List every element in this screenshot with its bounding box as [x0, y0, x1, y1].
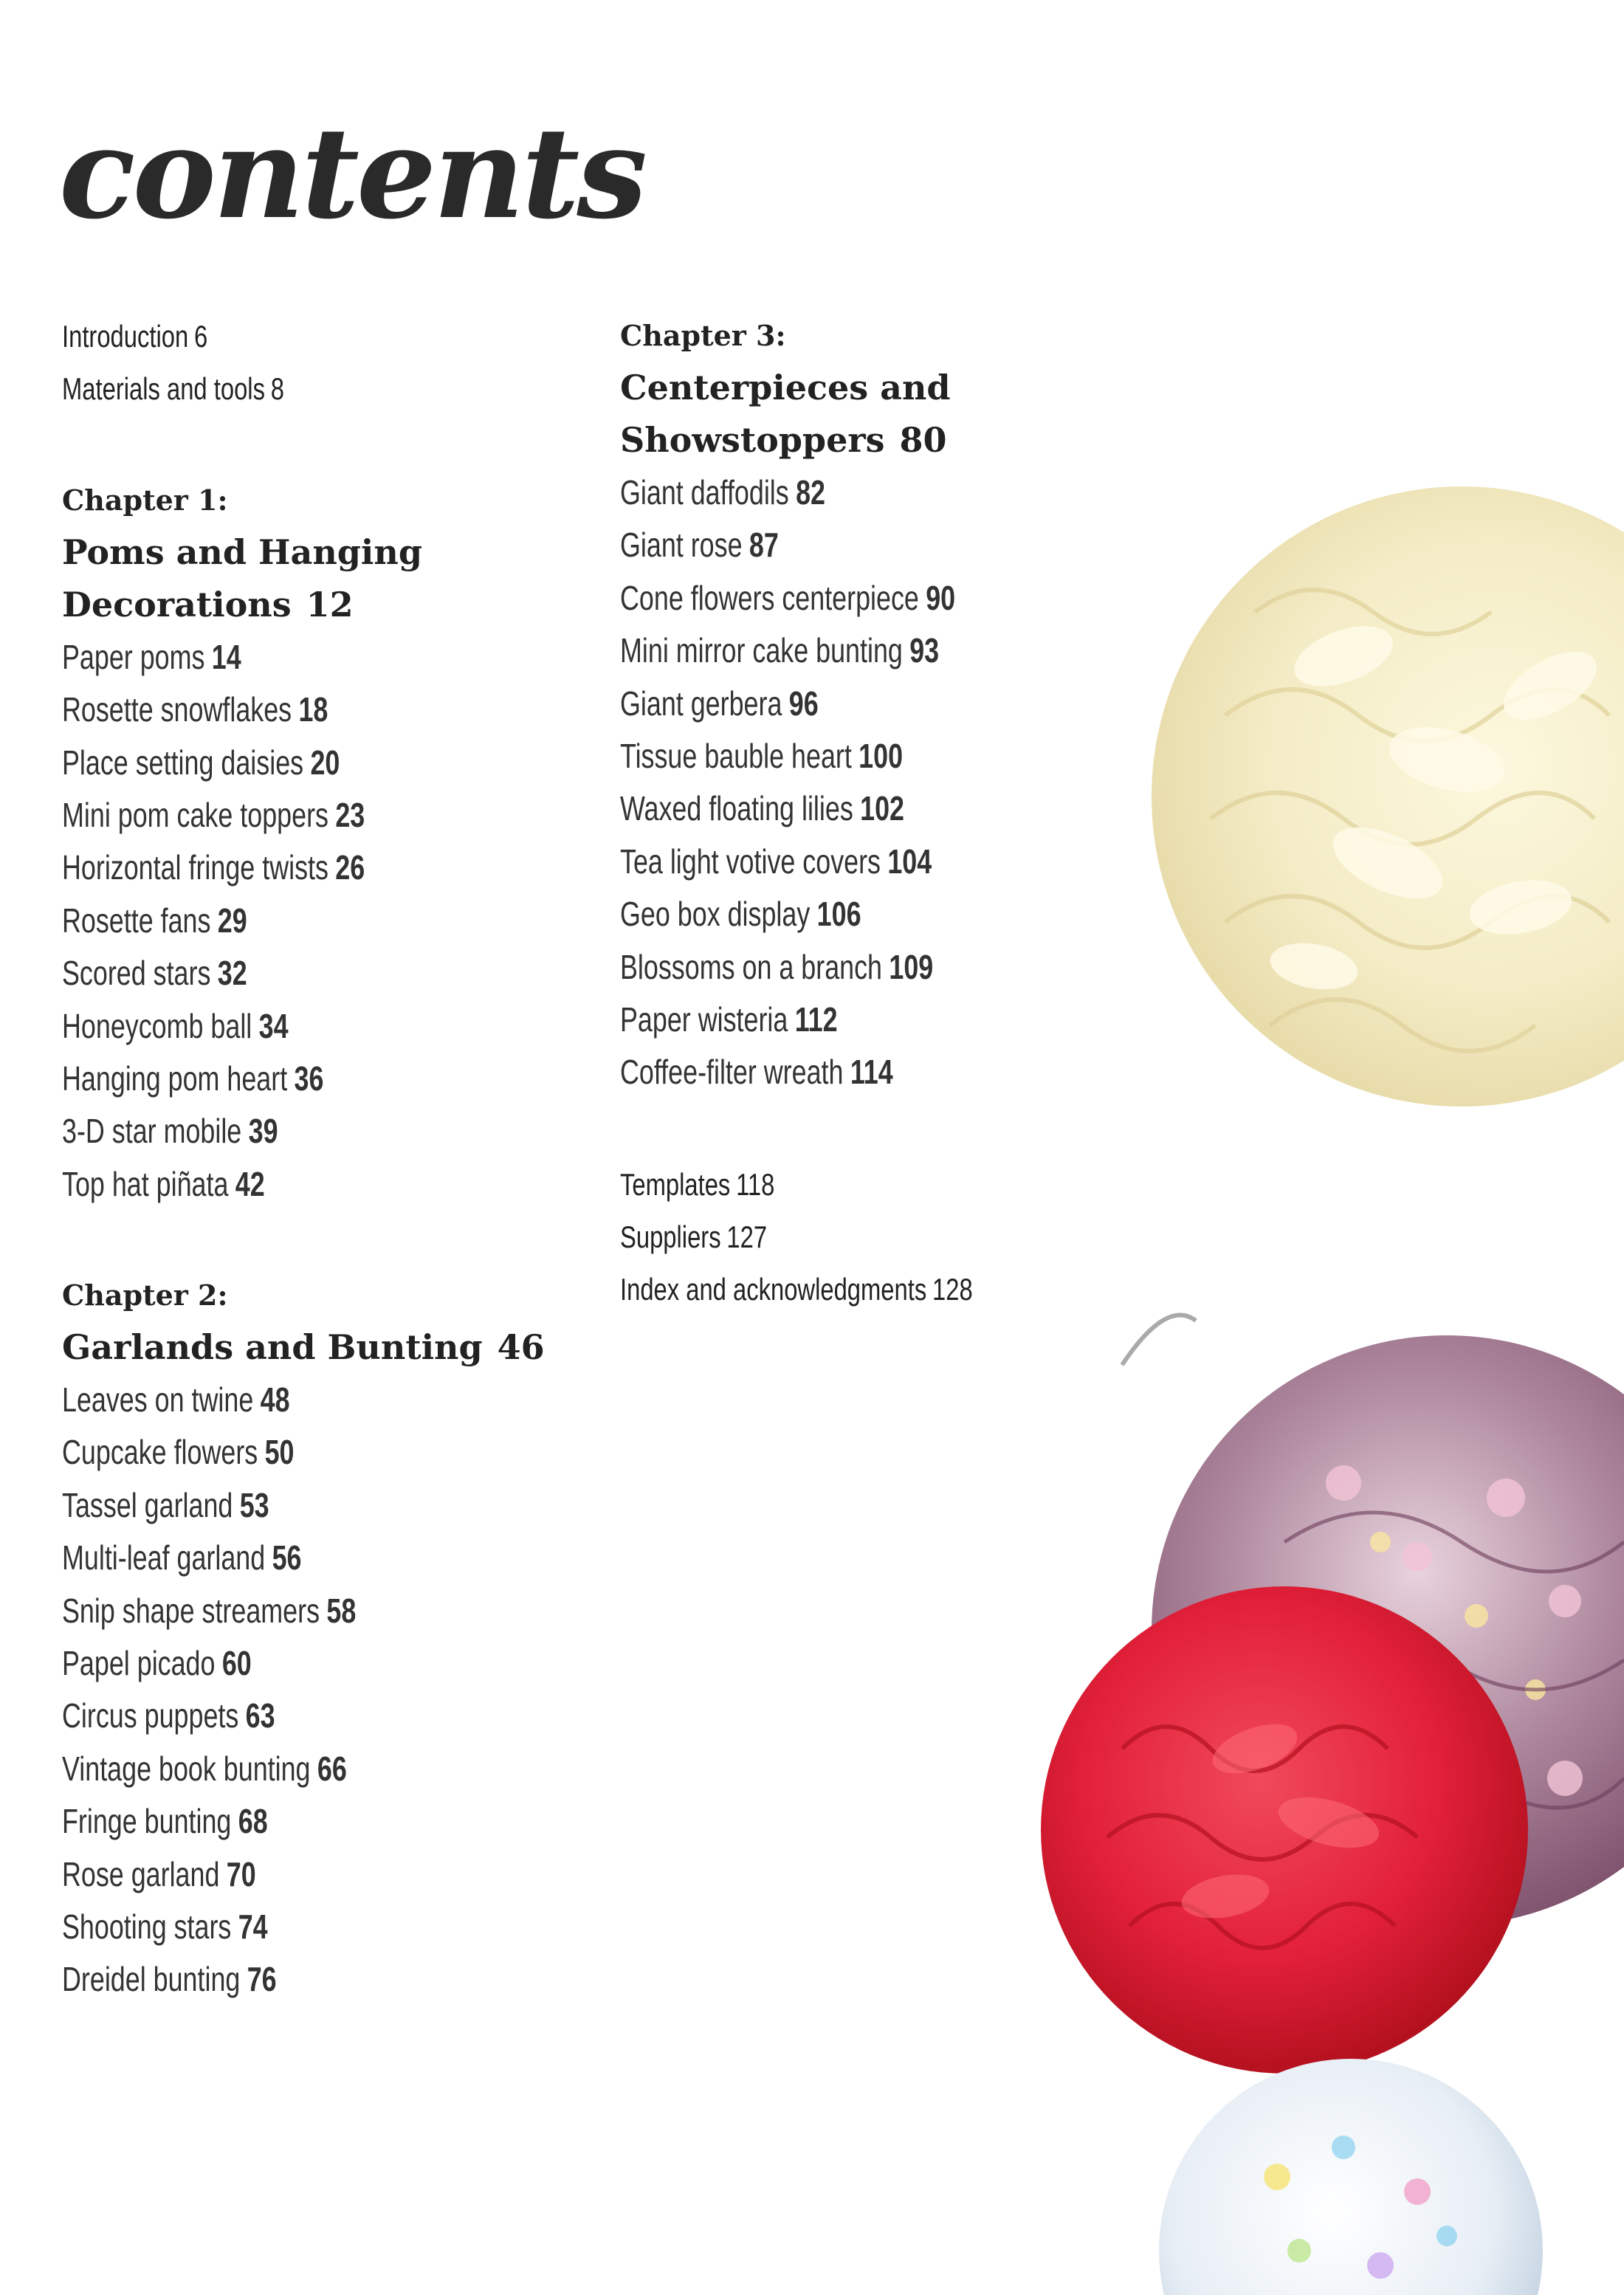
toc-entry[interactable]	[620, 572, 966, 624]
chapter-page: 12	[306, 584, 354, 624]
toc-entry[interactable]	[620, 678, 966, 730]
toc-entry-page: 76	[247, 1960, 277, 1999]
toc-entry-page: 127	[726, 1219, 768, 1255]
chapter-title[interactable]	[62, 1321, 579, 1374]
toc-entry-page: 118	[736, 1166, 775, 1202]
chapter-title-line: Garlands and Bunting	[62, 1327, 483, 1368]
toc-entry-label: Horizontal fringe twists	[62, 848, 328, 887]
toc-entry-label: Waxed floating lilies	[620, 789, 853, 828]
toc-entry-page: 112	[794, 999, 838, 1039]
toc-entry[interactable]	[620, 519, 966, 571]
toc-entry-label: Multi-leaf garland	[62, 1538, 266, 1577]
page-title: contents	[59, 100, 645, 247]
spacer	[62, 416, 579, 475]
toc-entry-page: 68	[238, 1802, 268, 1841]
spacer	[62, 1211, 579, 1270]
chapter-label: Chapter 2:	[62, 1279, 228, 1312]
toc-entry[interactable]	[62, 1479, 465, 1532]
toc-entry-page: 6	[193, 319, 208, 354]
toc-entry-label: Rosette snowflakes	[62, 690, 292, 729]
toc-entry-page: 109	[889, 947, 934, 986]
chapter-title[interactable]	[62, 526, 579, 579]
toc-entry-label: Shooting stars	[62, 1907, 232, 1946]
toc-entry[interactable]	[620, 1263, 973, 1315]
toc-entry[interactable]	[620, 1158, 966, 1211]
toc-entry-label: Coffee-filter wreath	[620, 1053, 844, 1092]
toc-entry-page: 14	[211, 637, 241, 676]
toc-entry-label: Mini mirror cake bunting	[620, 631, 903, 670]
toc-entry-page: 56	[272, 1538, 302, 1577]
toc-entry-page: 32	[217, 954, 247, 993]
toc-entry-label: Tissue bauble heart	[620, 736, 852, 775]
toc-entry[interactable]	[62, 895, 465, 947]
toc-entry[interactable]	[62, 1585, 465, 1637]
toc-entry[interactable]	[62, 737, 465, 789]
toc-entry-page: 104	[887, 842, 932, 881]
toc-entry-label: Place setting daisies	[62, 743, 304, 782]
toc-entry-page: 96	[788, 684, 819, 723]
chapter-title-line: Decorations	[62, 584, 292, 624]
red-pom	[1041, 1586, 1528, 2074]
toc-entry-page: 66	[317, 1749, 347, 1788]
toc-entry-page: 48	[260, 1380, 290, 1420]
toc-entry-label: Geo box display	[620, 895, 811, 934]
toc-entry-page: 50	[264, 1433, 295, 1472]
toc-entry-page: 42	[235, 1164, 265, 1203]
toc-right-column	[620, 310, 1063, 1316]
toc-entry-page: 23	[335, 795, 365, 834]
toc-entry-label: Rose garland	[62, 1854, 220, 1893]
toc-entry-label: Cupcake flowers	[62, 1433, 258, 1472]
toc-entry[interactable]	[62, 1953, 465, 2006]
toc-entry-label: Papel picado	[62, 1644, 216, 1683]
toc-entry-label: Blossoms on a branch	[620, 947, 883, 986]
toc-entry-label: Rosette fans	[62, 901, 211, 940]
toc-entry[interactable]	[620, 782, 966, 835]
toc-entry[interactable]	[620, 888, 966, 940]
toc-entry[interactable]	[62, 631, 465, 684]
toc-entry[interactable]	[62, 1374, 465, 1426]
toc-entry[interactable]	[62, 1000, 465, 1053]
toc-entry-label: Giant daffodils	[620, 473, 789, 512]
toc-entry-page: 102	[860, 789, 904, 828]
toc-entry-page: 128	[932, 1272, 973, 1307]
toc-entry-label: Paper wisteria	[620, 999, 788, 1039]
chapter-title[interactable]	[62, 579, 579, 631]
toc-entry-page: 20	[310, 743, 340, 782]
toc-entry[interactable]	[62, 310, 465, 362]
cream-pom	[1152, 486, 1624, 1107]
chapter-label: Chapter 1:	[62, 483, 228, 517]
toc-entry-page: 87	[749, 526, 779, 565]
toc-entry-page: 114	[850, 1053, 893, 1092]
toc-entry[interactable]	[62, 1637, 465, 1690]
chapter-3-list	[620, 467, 1063, 1099]
toc-entry[interactable]	[62, 1795, 465, 1848]
toc-entry-page: 60	[221, 1644, 252, 1683]
toc-entry[interactable]	[620, 730, 966, 782]
toc-entry[interactable]	[620, 836, 966, 888]
toc-entry-label: Materials and tools	[62, 371, 265, 407]
toc-entry-label: 3-D star mobile	[62, 1112, 242, 1151]
toc-entry[interactable]	[62, 362, 465, 415]
chapter-title[interactable]	[620, 414, 1063, 467]
toc-entry[interactable]	[620, 624, 966, 677]
toc-entry[interactable]	[620, 1046, 966, 1098]
toc-entry-page: 82	[796, 473, 825, 512]
toc-entry[interactable]	[62, 1901, 465, 1953]
toc-entry-page: 74	[238, 1907, 268, 1946]
toc-entry-label: Snip shape streamers	[62, 1591, 320, 1630]
toc-entry[interactable]	[620, 994, 966, 1046]
toc-entry[interactable]	[62, 947, 465, 999]
toc-entry[interactable]	[620, 941, 966, 994]
toc-entry-label: Circus puppets	[62, 1696, 239, 1735]
toc-entry-label: Fringe bunting	[62, 1802, 232, 1841]
toc-entry-page: 53	[239, 1485, 269, 1524]
toc-entry-page: 63	[245, 1696, 275, 1735]
chapter-2-list	[62, 1374, 579, 2006]
toc-entry-label: Giant rose	[620, 526, 743, 565]
toc-entry-page: 106	[816, 895, 861, 934]
chapter-title-line: Poms and Hanging	[62, 531, 423, 572]
toc-entry-label: Leaves on twine	[62, 1380, 254, 1420]
toc-entry-label: Templates	[620, 1166, 731, 1202]
toc-entry-label: Suppliers	[620, 1219, 721, 1255]
toc-entry-page: 18	[298, 690, 328, 729]
toc-entry[interactable]	[62, 1053, 465, 1105]
toc-entry[interactable]	[620, 1211, 966, 1263]
toc-entry-page: 58	[326, 1591, 357, 1630]
toc-left-column	[62, 310, 579, 2006]
back-matter-list	[620, 1158, 1063, 1316]
chapter-title-line: Showstoppers	[620, 420, 885, 460]
chapter-1-list	[62, 631, 579, 1211]
toc-entry-label: Top hat piñata	[62, 1164, 229, 1203]
toc-entry-page: 93	[909, 631, 940, 670]
chapter-title-line: Centerpieces and	[620, 368, 951, 407]
chapter-page: 46	[497, 1327, 545, 1368]
toc-entry-page: 34	[258, 1006, 289, 1045]
toc-entry[interactable]	[62, 1426, 465, 1479]
toc-entry-label: Dreidel bunting	[62, 1960, 241, 1999]
toc-entry-page: 39	[248, 1112, 278, 1151]
toc-entry-label: Giant gerbera	[620, 684, 782, 723]
toc-entry-label: Vintage book bunting	[62, 1749, 311, 1788]
toc-entry[interactable]	[62, 1848, 465, 1901]
toc-entry-label: Scored stars	[62, 954, 211, 993]
toc-entry[interactable]	[62, 842, 465, 894]
spacer	[620, 1099, 1063, 1158]
toc-entry[interactable]	[62, 684, 465, 736]
toc-entry[interactable]	[62, 1105, 465, 1157]
chapter-label: Chapter 3:	[620, 319, 786, 352]
toc-entry[interactable]	[62, 789, 465, 842]
toc-entry-label: Hanging pom heart	[62, 1059, 288, 1098]
toc-entry-label: Tea light votive covers	[620, 842, 881, 881]
toc-entry-page: 70	[226, 1854, 256, 1893]
toc-entry-label: Introduction	[62, 319, 189, 354]
toc-entry[interactable]	[62, 1158, 465, 1211]
toc-entry-page: 29	[217, 901, 247, 940]
toc-entry[interactable]	[62, 1743, 465, 1795]
toc-entry[interactable]	[620, 467, 966, 519]
toc-entry-page: 26	[335, 848, 365, 887]
toc-entry-page: 100	[859, 736, 904, 775]
toc-entry-label: Honeycomb ball	[62, 1006, 252, 1045]
toc-entry[interactable]	[62, 1690, 465, 1742]
toc-entry-page: 8	[270, 371, 284, 407]
toc-entry[interactable]	[62, 1532, 465, 1584]
toc-entry-label: Cone flowers centerpiece	[620, 578, 919, 617]
pastel-pom	[1159, 2059, 1543, 2295]
tissue-pom-photo	[1033, 302, 1624, 2295]
toc-entry-label: Tassel garland	[62, 1485, 233, 1524]
toc-entry-page: 36	[294, 1059, 324, 1098]
toc-entry-label: Mini pom cake toppers	[62, 795, 328, 834]
toc-entry-label: Paper poms	[62, 637, 205, 676]
chapter-title[interactable]	[620, 362, 1063, 414]
toc-entry-page: 90	[926, 578, 956, 617]
toc-entry-label: Index and acknowledgments	[620, 1272, 927, 1307]
chapter-page: 80	[899, 420, 947, 460]
